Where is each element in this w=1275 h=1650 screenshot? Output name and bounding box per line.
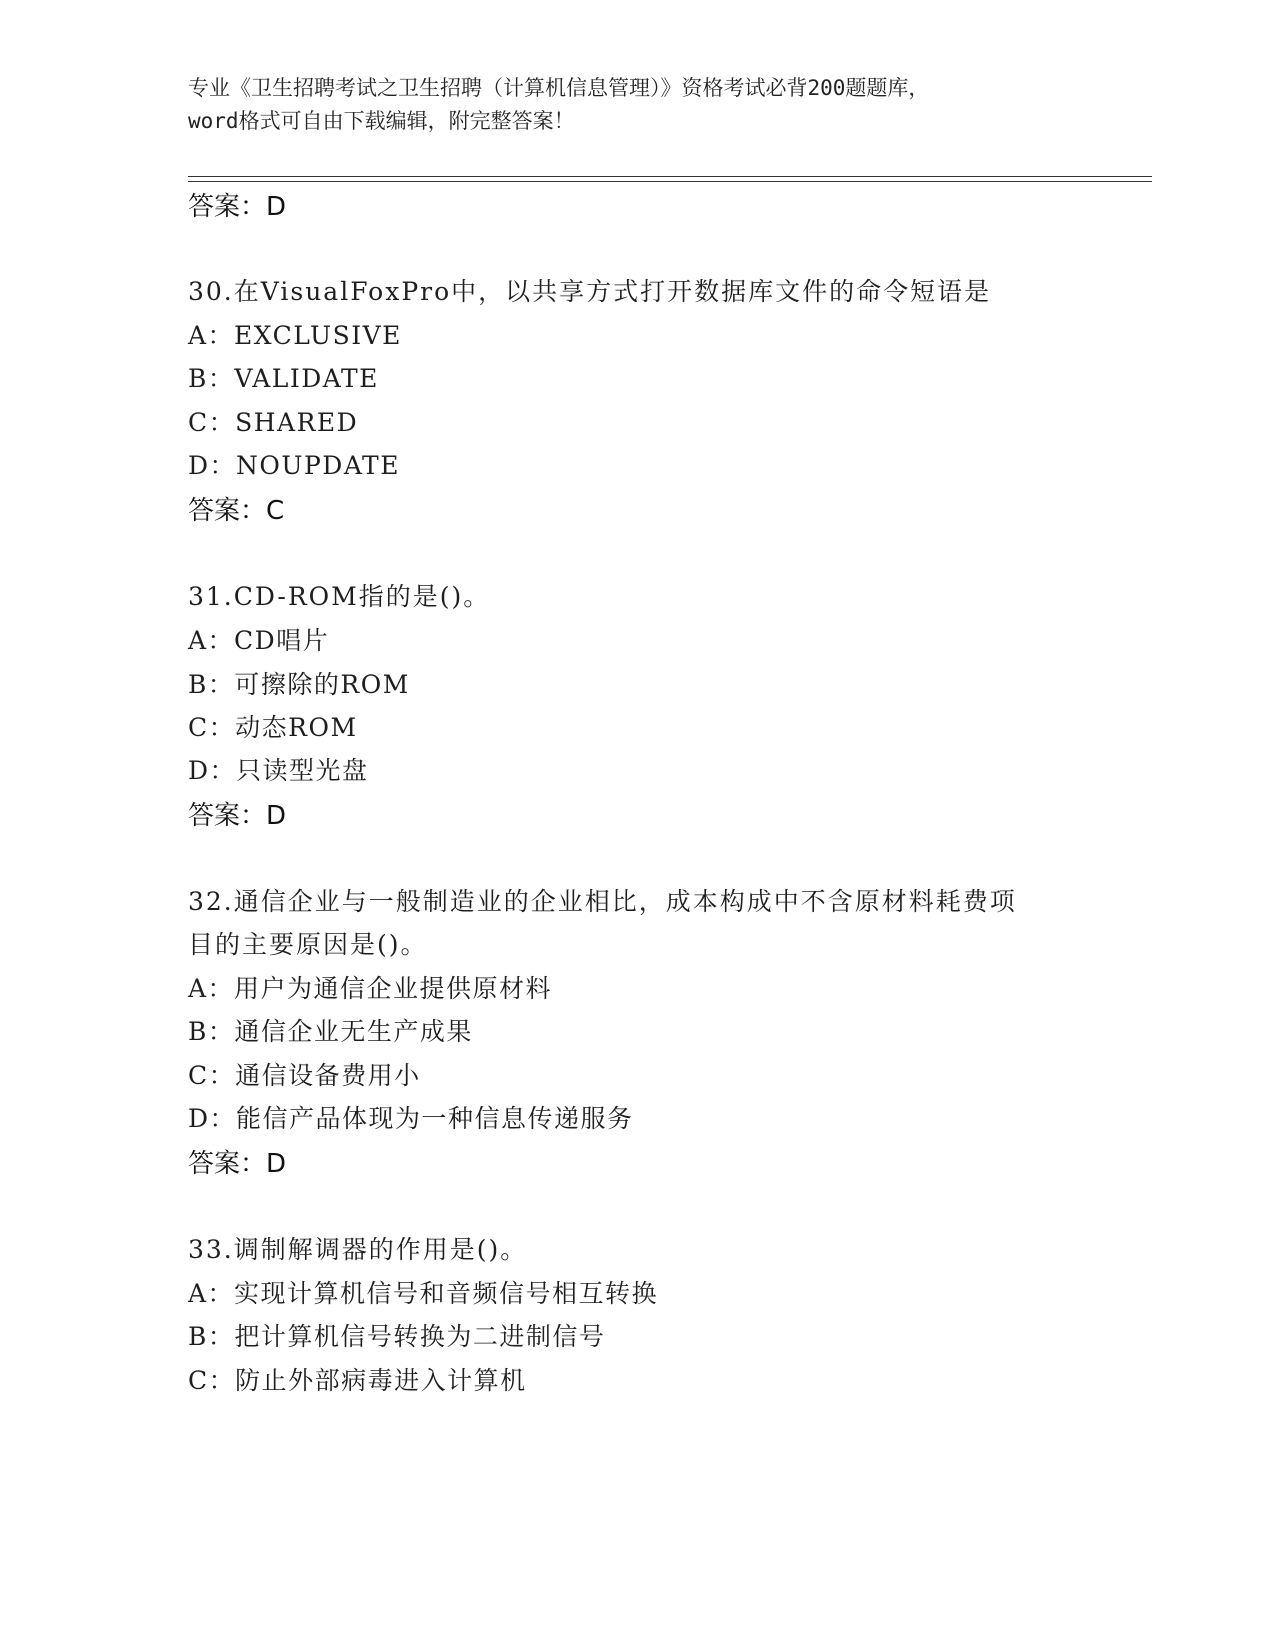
question-32-option-b: B：通信企业无生产成果 <box>188 1017 473 1046</box>
question-32-option-a: A：用户为通信企业提供原材料 <box>188 974 553 1003</box>
question-30-option-d: D：NOUPDATE <box>188 451 400 480</box>
question-32-answer: 答案：D <box>188 1149 287 1179</box>
question-33-option-a: A：实现计算机信号和音频信号相互转换 <box>188 1279 659 1308</box>
previous-answer: 答案：D <box>188 192 287 222</box>
question-30-option-c: C：SHARED <box>188 408 359 437</box>
question-30-option-a: A：EXCLUSIVE <box>188 321 402 350</box>
question-31-option-a: A：CD唱片 <box>188 626 330 655</box>
question-31-option-b: B：可擦除的ROM <box>188 670 410 699</box>
question-31-option-c: C：动态ROM <box>188 713 358 742</box>
header-line-2: word格式可自由下载编辑，附完整答案！ <box>188 109 575 133</box>
header-line-1: 专业《卫生招聘考试之卫生招聘（计算机信息管理）》资格考试必背200题题库， <box>188 76 930 100</box>
question-30-stem: 30.在VisualFoxPro中，以共享方式打开数据库文件的命令短语是 <box>188 277 992 306</box>
document-header <box>188 72 1088 138</box>
question-31-stem: 31.CD-ROM指的是()。 <box>188 582 491 611</box>
question-33-option-c: C：防止外部病毒进入计算机 <box>188 1366 527 1395</box>
question-32-option-c: C：通信设备费用小 <box>188 1061 421 1090</box>
document-page <box>188 0 1148 1650</box>
question-30-answer: 答案：C <box>188 496 285 526</box>
question-33-stem: 33.调制解调器的作用是()。 <box>188 1235 528 1264</box>
question-32-option-d: D：能信产品体现为一种信息传递服务 <box>188 1104 634 1133</box>
question-31-answer: 答案：D <box>188 801 287 831</box>
header-divider <box>188 176 1152 182</box>
question-32-stem-line-2: 目的主要原因是()。 <box>188 930 428 959</box>
question-30-option-b: B：VALIDATE <box>188 364 379 393</box>
question-33-option-b: B：把计算机信号转换为二进制信号 <box>188 1322 606 1351</box>
question-32-stem-line-1: 32.通信企业与一般制造业的企业相比，成本构成中不含原材料耗费项 <box>188 887 1017 916</box>
question-31-option-d: D：只读型光盘 <box>188 756 369 785</box>
